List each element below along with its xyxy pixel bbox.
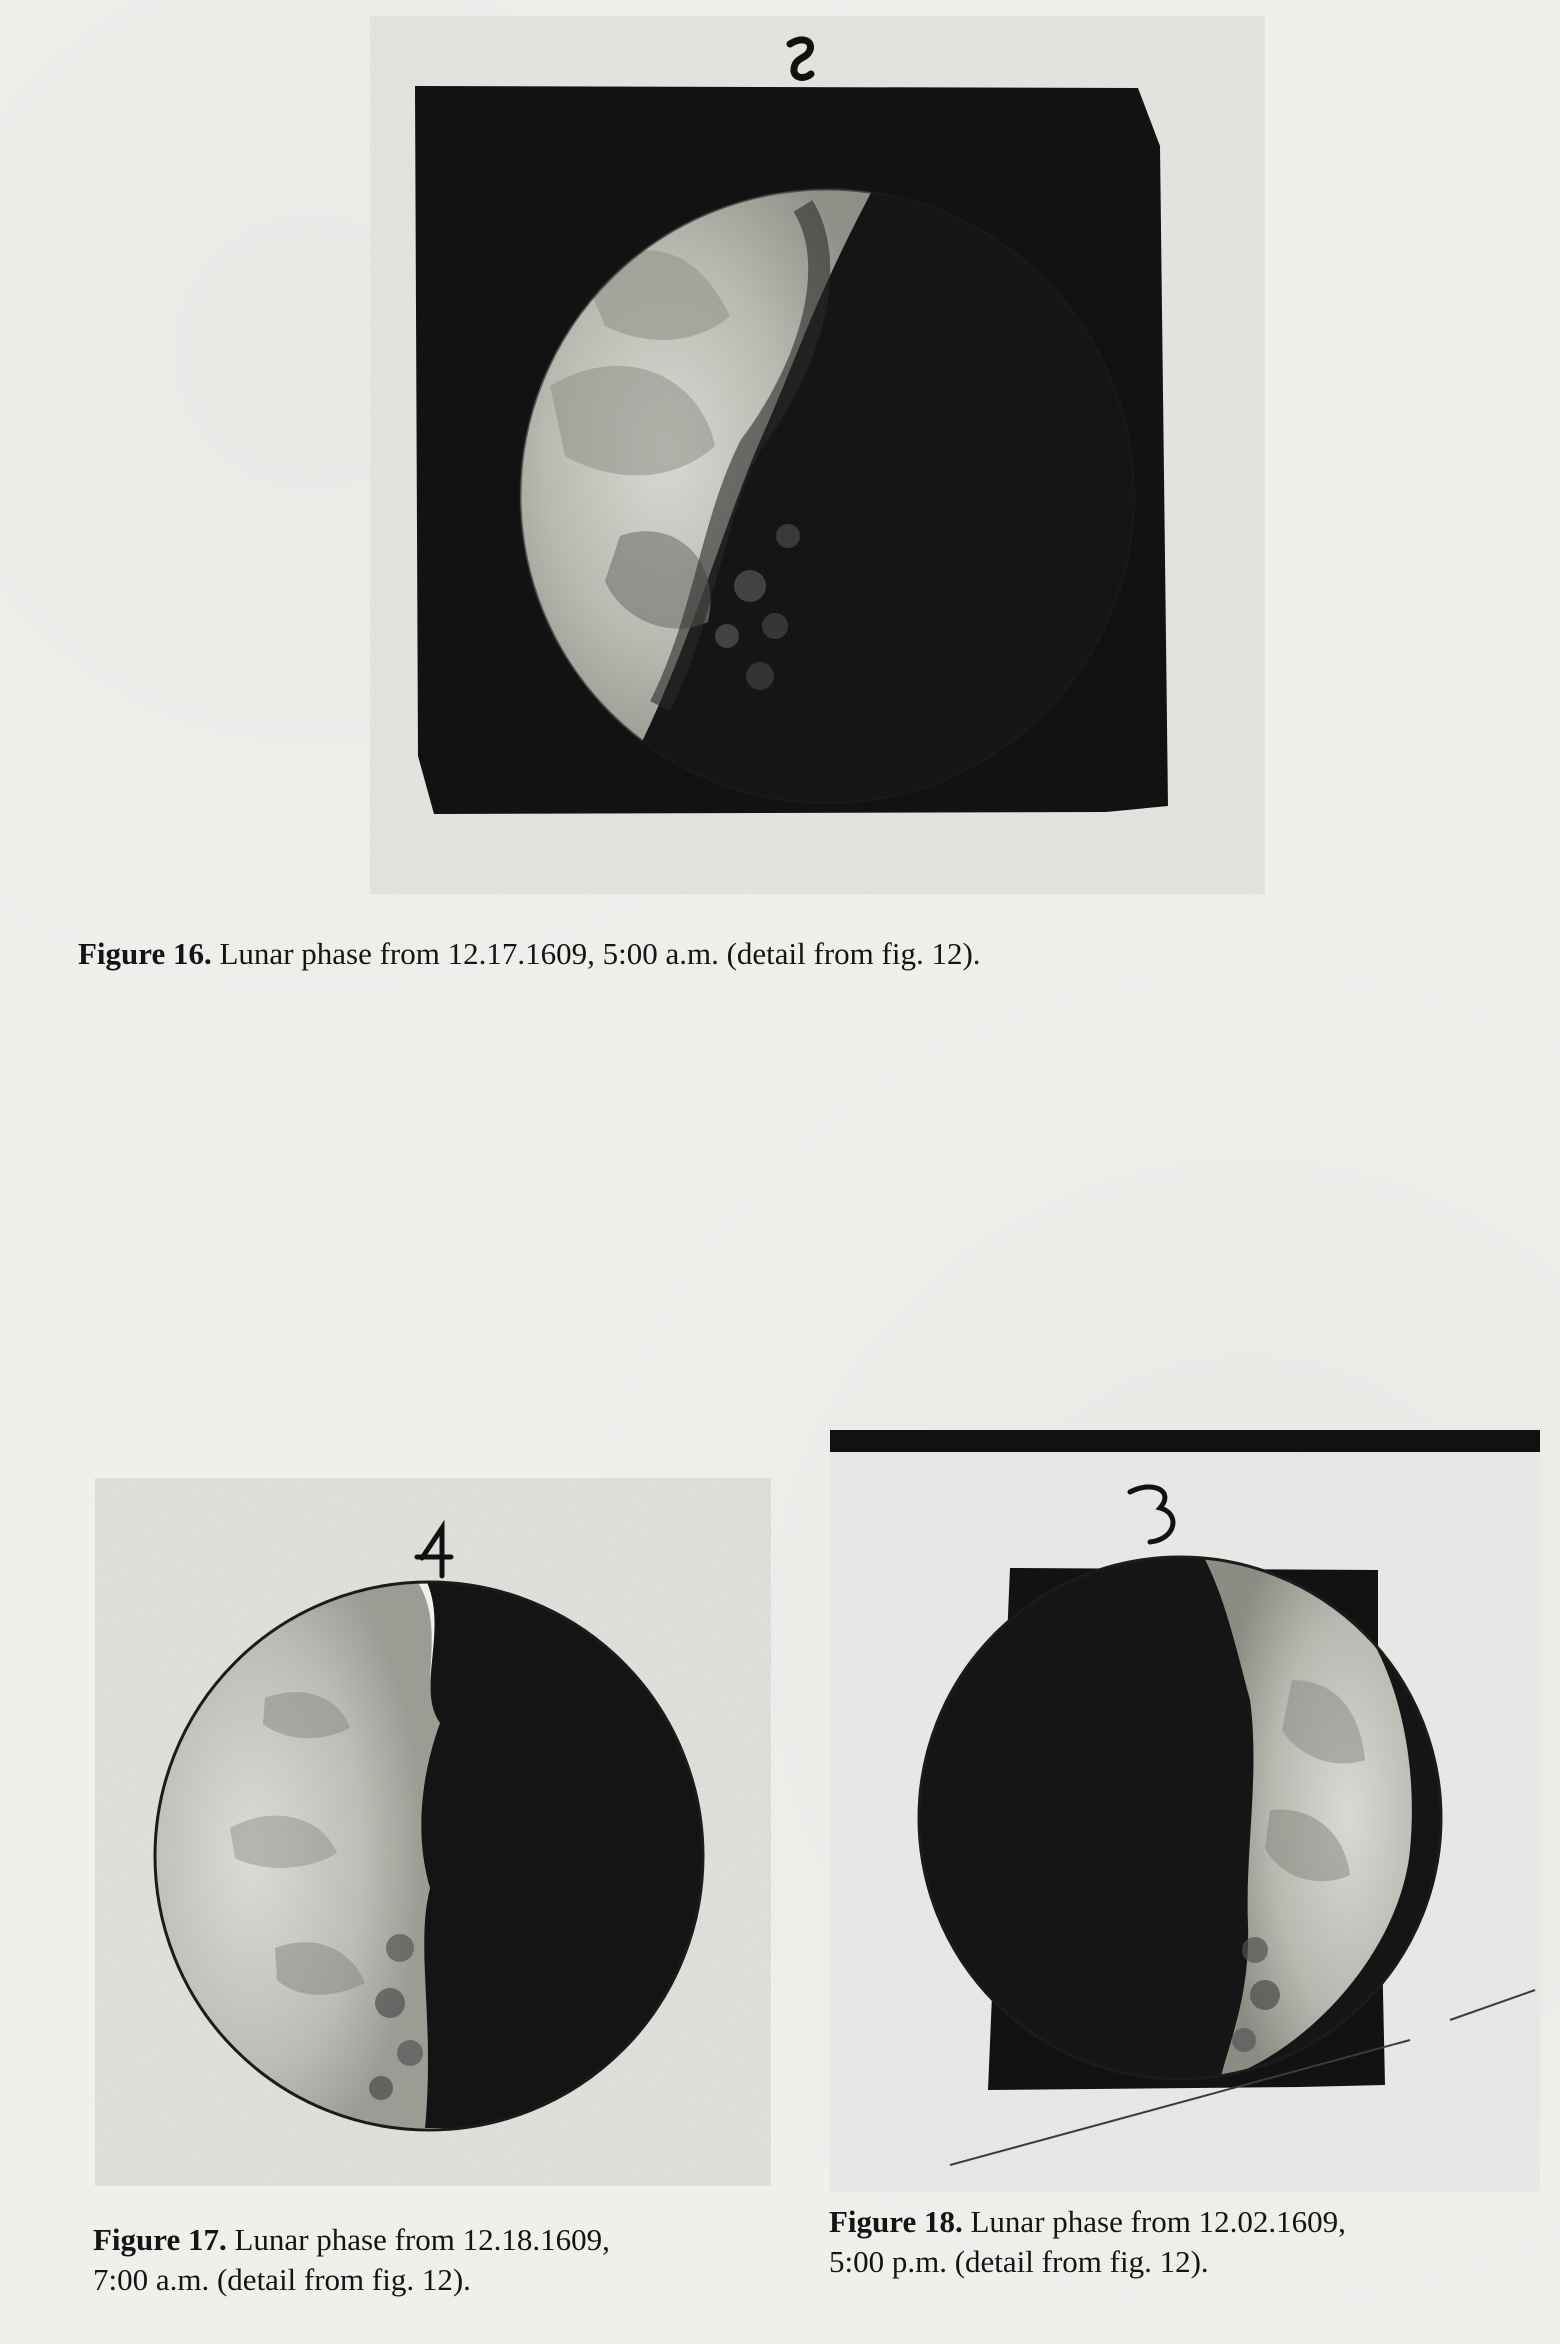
figure-18-image — [830, 1430, 1540, 2192]
figure-18-caption-line1: Lunar phase from 12.02.1609, — [970, 2204, 1346, 2239]
figure-17-caption-line1: Lunar phase from 12.18.1609, — [234, 2222, 610, 2257]
figure-18-label: Figure 18. — [829, 2204, 963, 2239]
figure-17-caption — [93, 2220, 610, 2300]
figure-16-caption — [78, 934, 981, 974]
figure-17-label: Figure 17. — [93, 2222, 227, 2257]
figure-16-label: Figure 16. — [78, 936, 212, 971]
figure-16-image — [370, 16, 1265, 894]
figure-16-caption-text: Lunar phase from 12.17.1609, 5:00 a.m. (detail from fig. 12). — [219, 936, 981, 971]
figure-17-caption-line2: 7:00 a.m. (detail from fig. 12). — [93, 2262, 471, 2297]
figure-18-caption — [829, 2202, 1346, 2282]
figure-18-caption-line2: 5:00 p.m. (detail from fig. 12). — [829, 2244, 1209, 2279]
figure-17-image — [95, 1478, 771, 2186]
